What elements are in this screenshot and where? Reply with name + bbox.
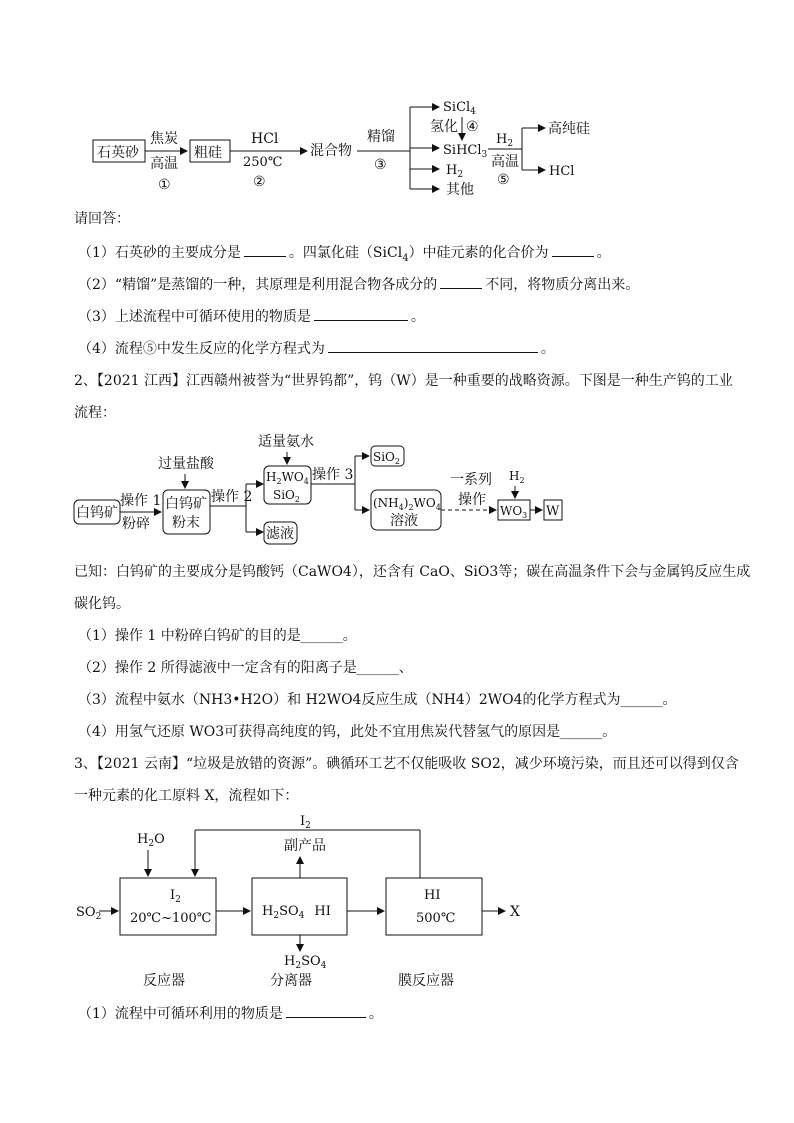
answer-blank[interactable] (440, 274, 482, 289)
op1-label: 操作 1 (120, 493, 162, 509)
hcl-reagent-label: 过量盐酸 (158, 456, 214, 472)
quartz-label: 石英砂 (97, 145, 139, 161)
hydrogenation-label: 氢化 (430, 119, 458, 135)
flow-diagram-silicon (0, 0, 794, 200)
h2o-label: $H_2O$ (137, 832, 165, 849)
powder-label-b: 粉末 (172, 515, 200, 531)
q1-item-2: （2）“精馏”是蒸馏的一种，其原理是利用混合物各成分的 不同，将物质分离出来。 (78, 274, 639, 294)
powder-label-a: 白钨矿 (165, 496, 207, 512)
wo3-label: $WO_3$ (500, 504, 528, 520)
hcl-out-label: HCl (549, 164, 575, 179)
reactor-box (120, 878, 216, 935)
q2-intro-2: 流程： (74, 405, 116, 421)
flow-diagram-tungsten (0, 428, 794, 558)
coke-label: 焦炭 (150, 131, 178, 147)
sicl4-label: SiCl$_4$ (443, 100, 476, 117)
step-3-label: ③ (374, 157, 387, 173)
separator-content-label: $H_2SO_4$ HI (262, 904, 331, 921)
so2-label: $SO_2$ (76, 905, 102, 922)
flow-diagram-iodine (0, 805, 794, 1005)
q3-item-1: （1）流程中可循环利用的物质是 。 (78, 1003, 383, 1023)
q3-intro-2: 一种元素的化工原料 X，流程如下： (74, 788, 299, 804)
membrane-label: 膜反应器 (398, 973, 454, 989)
w-label: W (546, 504, 560, 519)
x-label: X (510, 904, 520, 920)
step-5-label: ⑤ (497, 172, 510, 188)
temp-250-label: 250℃ (243, 155, 283, 170)
q2-intro-1: 2、【2021 江西】江西赣州被誉为“世界钨都”，钨（W）是一种重要的战略资源。下图是一种生产钨的工业 (74, 373, 733, 389)
reactor-i2-label: $I_2$ (170, 888, 181, 905)
sio2-label: SiO$_2$ (273, 488, 300, 504)
op2-label: 操作 2 (211, 489, 253, 505)
series-label-b: 操作 (458, 492, 486, 508)
separator-label: 分离器 (270, 973, 312, 989)
q2-item-2: （2）操作 2 所得滤液中一定含有的阳离子是______、 (78, 660, 413, 676)
step-1-label: ① (158, 177, 171, 193)
answer-blank[interactable] (314, 306, 408, 321)
mixture-label: 混合物 (310, 143, 352, 159)
h2so4-out-label: $H_2SO_4$ (284, 954, 327, 971)
hcl-label: HCl (251, 131, 279, 147)
membrane-hi-label: HI (424, 888, 441, 903)
q1-prompt: 请回答： (74, 211, 130, 227)
high-temp-label-2: 高温 (491, 154, 519, 170)
others-label: 其他 (446, 182, 474, 198)
answer-blank[interactable] (244, 242, 286, 257)
q2-item-1: （1）操作 1 中粉碎白钨矿的目的是______。 (78, 628, 357, 644)
q2-known-1: 已知：白钨矿的主要成分是钨酸钙（CaWO4），还含有 CaO、SiO3等；碳在高温条件下会与金属钨反应生成 (74, 564, 751, 580)
reactor-label: 反应器 (143, 973, 185, 989)
pure-si-label: 高纯硅 (548, 121, 590, 137)
membrane-box (386, 878, 482, 935)
i2-top-label: $I_2$ (300, 814, 311, 831)
ammonium-tungstate-label: $(NH_4)_2WO_4$ (373, 496, 441, 512)
q2-known-2: 碳化钨。 (74, 596, 130, 612)
h2-reagent-w-label: $H_2$ (509, 469, 525, 485)
crush-label: 粉碎 (122, 516, 150, 532)
high-temp-label-1: 高温 (150, 156, 178, 172)
series-label-a: 一系列 (450, 472, 492, 488)
step-2-label: ② (253, 174, 266, 190)
answer-blank[interactable] (552, 242, 594, 257)
sihcl3-label: SiHCl$_3$ (443, 143, 488, 160)
h2wo4-label: $H_2WO_4$ (266, 470, 309, 486)
ore-label: 白钨矿 (76, 505, 118, 521)
ammonia-label: 适量氨水 (258, 434, 314, 450)
q1-item-3: （3）上述流程中可循环使用的物质是 。 (78, 306, 425, 326)
answer-blank[interactable] (328, 338, 538, 353)
q1-item-1: （1）石英砂的主要成分是 。四氯化硅（SiCl$_4$）中硅元素的化合价为 。 (78, 242, 611, 264)
q1-item-4: （4）流程⑤中发生反应的化学方程式为 。 (78, 338, 555, 358)
sio2-out-label: SiO$_2$ (373, 450, 400, 466)
distill-label: 精馏 (367, 129, 395, 145)
q3-intro-1: 3、【2021 云南】“垃圾是放错的资源”。碘循环工艺不仅能吸收 SO2，减少环境污染，而且还可以得到仅含 (74, 756, 739, 772)
q2-item-4: （4）用氢气还原 WO3可获得高纯度的钨，此处不宜用焦炭代替氢气的原因是______。 (78, 724, 617, 740)
solution-label: 溶液 (390, 513, 418, 529)
h2-reagent-label: $H_2$ (496, 132, 514, 149)
crude-si-label: 粗硅 (194, 145, 222, 161)
membrane-temp-label: 500℃ (416, 911, 456, 926)
step-4-label: ④ (466, 119, 479, 135)
reactor-temp-label: 20℃~100℃ (130, 911, 212, 926)
q2-item-3: （3）流程中氨水（NH3•H2O）和 H2WO4反应生成（NH4）2WO4的化学方程式为______。 (78, 692, 677, 708)
h2-label: $H_2$ (446, 163, 464, 180)
answer-blank[interactable] (286, 1003, 366, 1018)
byproduct-label: 副产品 (284, 838, 326, 854)
op3-label: 操作 3 (312, 467, 354, 483)
filtrate-label: 滤液 (266, 526, 294, 542)
